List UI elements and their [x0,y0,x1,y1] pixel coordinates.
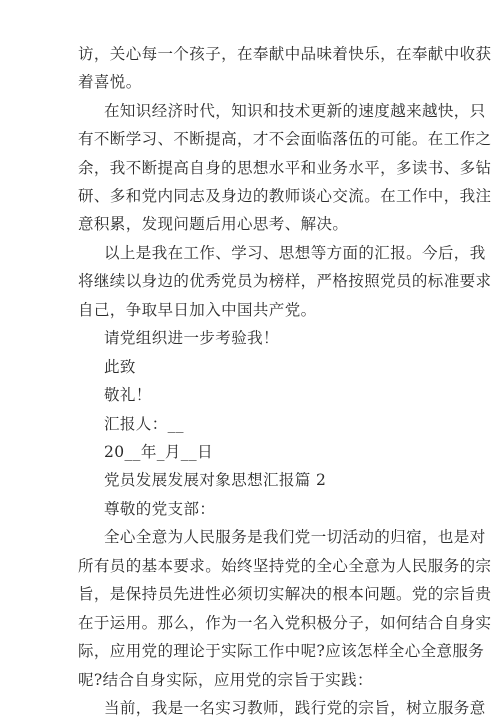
text-line: 研、多和党内同志及身边的教师谈心交流。在工作中，我注 [78,187,492,205]
text-line: 际，应用党的理论于实际工作中呢?应该怎样全心全意服务 [78,642,485,660]
text-line: 访，关心每一个孩子，在奉献中品味着快乐，在奉献中收获 [78,45,492,63]
text-line: 此致 [104,358,136,376]
text-line: 在知识经济时代，知识和技术更新的速度越来越快，只 [104,102,486,120]
text-line: 呢?结合自身实际，应用党的宗旨于实践： [78,671,373,689]
text-line: 敬礼！ [104,386,152,404]
text-line: 意积累，发现问题后用心思考、解决。 [78,215,349,233]
text-line: 请党组织进一步考验我！ [104,329,279,347]
text-line: 尊敬的党支部： [104,500,216,518]
text-line: 20__年_月__日 [104,443,213,461]
text-line: 自己，争取早日加入中国共产党。 [78,301,317,319]
text-line: 在于运用。那么，作为一名入党积极分子，如何结合自身实 [78,614,492,632]
text-line: 当前，我是一名实习教师，践行党的宗旨，树立服务意 [104,699,486,717]
text-line: 汇报人：__ [104,415,184,433]
text-line: 全心全意为人民服务是我们党一切活动的归宿，也是对 [104,528,486,546]
text-line: 党员发展发展对象思想汇报篇 2 [104,471,327,489]
text-line: 余，我不断提高自身的思想水平和业务水平，多读书、多钻 [78,159,492,177]
text-line: 以上是我在工作、学习、思想等方面的汇报。今后，我 [104,244,486,262]
text-line: 将继续以身边的优秀党员为榜样，严格按照党员的标准要求 [78,272,492,290]
text-line: 有不断学习、不断提高，才不会面临落伍的可能。在工作之 [78,130,492,148]
text-line: 着喜悦。 [78,73,142,91]
text-line: 旨，是保持员先进性必须切实解决的根本问题。党的宗旨贵 [78,585,492,603]
text-line: 所有员的基本要求。始终坚持党的全心全意为人民服务的宗 [78,557,492,575]
